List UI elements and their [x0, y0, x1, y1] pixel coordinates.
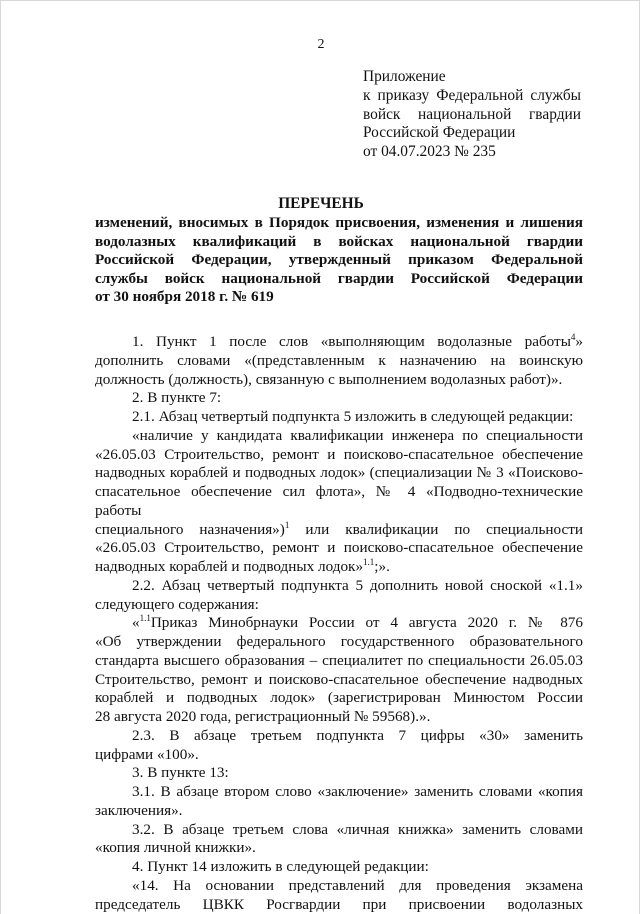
paragraph-3: 3. В пункте 13:: [132, 764, 229, 782]
quote-1-line: [95, 558, 583, 577]
paragraph-3-2-line: «копия личной книжки».: [95, 839, 256, 857]
quote-2-line: «Об утверждении федерального государственного образовательного: [95, 633, 583, 650]
text-run: ;».: [374, 558, 390, 575]
paragraph-4: 4. Пункт 14 изложить в следующей редакции:: [132, 858, 429, 875]
quote-1-line: надводных кораблей и подводных лодок» (специализации № 3 «Поисково-: [95, 464, 583, 482]
paragraph-2-2-line: следующего содержания:: [95, 595, 259, 613]
document-title: ПЕРЕЧЕНЬ: [278, 195, 364, 212]
text-run: специального назначения»): [95, 520, 285, 538]
text-run: 1. Пункт 1 после слов «выполняющим водолазные работы: [132, 333, 571, 350]
footnote-ref: 1.1: [139, 613, 151, 624]
subtitle-line: от 30 ноября 2018 г. № 619: [95, 288, 274, 306]
quote-1-line: «наличие у кандидата квалификации инженера по специальности: [132, 426, 583, 444]
footnote-ref: 1: [284, 519, 290, 530]
paragraph-2-1: 2.1. Абзац четвертый подпункта 5 изложить в следующей редакции:: [132, 408, 574, 425]
quote-3-line: «14. На основании представлений для проведения экзамена: [132, 876, 583, 894]
page-number: 2: [317, 37, 325, 52]
paragraph-3-1-line: 3.1. В абзаце втором слово «заключение» заменить словами «копия: [132, 783, 583, 800]
document-body: [95, 333, 583, 914]
quote-2-line: стандарта высшего образования – специалитет по специальности 26.05.03: [95, 651, 583, 669]
paragraph-3-1-line: заключения».: [95, 801, 183, 819]
paragraph-2-2-line: 2.2. Абзац четвертый подпункта 5 дополнить новой сноской «1.1»: [132, 576, 583, 594]
appendix-line: Приложение: [363, 68, 446, 85]
subtitle-line: Российской Федерации, утвержденный приказом Федеральной: [95, 251, 583, 269]
paragraph-2-3-line: 2.3. В абзаце третьем подпункта 7 цифры «30» заменить: [132, 726, 583, 744]
paragraph-2: 2. В пункте 7:: [132, 389, 222, 407]
quote-1-line: «26.05.03 Строительство, ремонт и поисково-спасательное обеспечение: [95, 539, 583, 557]
paragraph-2-3-line: цифрами «100».: [95, 745, 199, 763]
appendix-line: Российской Федерации: [363, 124, 516, 142]
footnote-ref: 1.1: [363, 556, 375, 567]
quote-1-line: «26.05.03 Строительство, ремонт и поисково-спасательное обеспечение: [95, 445, 583, 463]
appendix-block: [363, 68, 581, 162]
quote-2-line: 28 августа 2020 года, регистрационный № 59568).».: [95, 708, 431, 725]
document-subtitle: [95, 214, 583, 307]
quote-3-line: председатель ЦВКК Росгвардии при присвоении водолазных: [95, 895, 583, 913]
quote-2-line: [95, 614, 583, 633]
subtitle-line: изменений, вносимых в Порядок присвоения, изменения и лишения: [95, 214, 583, 231]
text-run: «: [132, 614, 140, 632]
quote-1-line: [95, 521, 583, 540]
text-run: »: [575, 333, 583, 350]
paragraph-1-line: [95, 333, 583, 352]
subtitle-line: службы войск национальной гвардии Российской Федерации: [95, 269, 583, 287]
footnote-ref: 4: [570, 331, 576, 342]
appendix-line: от 04.07.2023 № 235: [363, 143, 496, 161]
paragraph-3-2-line: 3.2. В абзаце третьем слова «личная книжка» заменить словами: [132, 820, 583, 838]
subtitle-line: водолазных квалификаций в войсках национальной гвардии: [95, 232, 583, 250]
paragraph-1-line: должность (должность), связанную с выполнением водолазных работ)».: [95, 370, 563, 388]
appendix-line: к приказу Федеральной службы: [363, 86, 581, 104]
appendix-line: войск национальной гвардии: [363, 105, 581, 123]
text-run: надводных кораблей и подводных лодок»: [95, 558, 364, 575]
paragraph-1-line: дополнить словами «(представленным к назначению на воинскую: [95, 351, 583, 369]
text-run: или квалификации по специальности: [305, 520, 584, 538]
quote-2-line: Строительство, ремонт и поисково-спасательное обеспечение надводных: [95, 670, 583, 688]
quote-1-line: спасательное обеспечение сил флота», № 4 «Подводно-технические работы: [95, 483, 583, 519]
quote-2-line: кораблей и подводных лодок» (зарегистрирован Минюстом России: [95, 689, 583, 707]
text-run: Приказ Минобрнауки России от 4 августа 2020 г. № 876: [150, 614, 583, 632]
